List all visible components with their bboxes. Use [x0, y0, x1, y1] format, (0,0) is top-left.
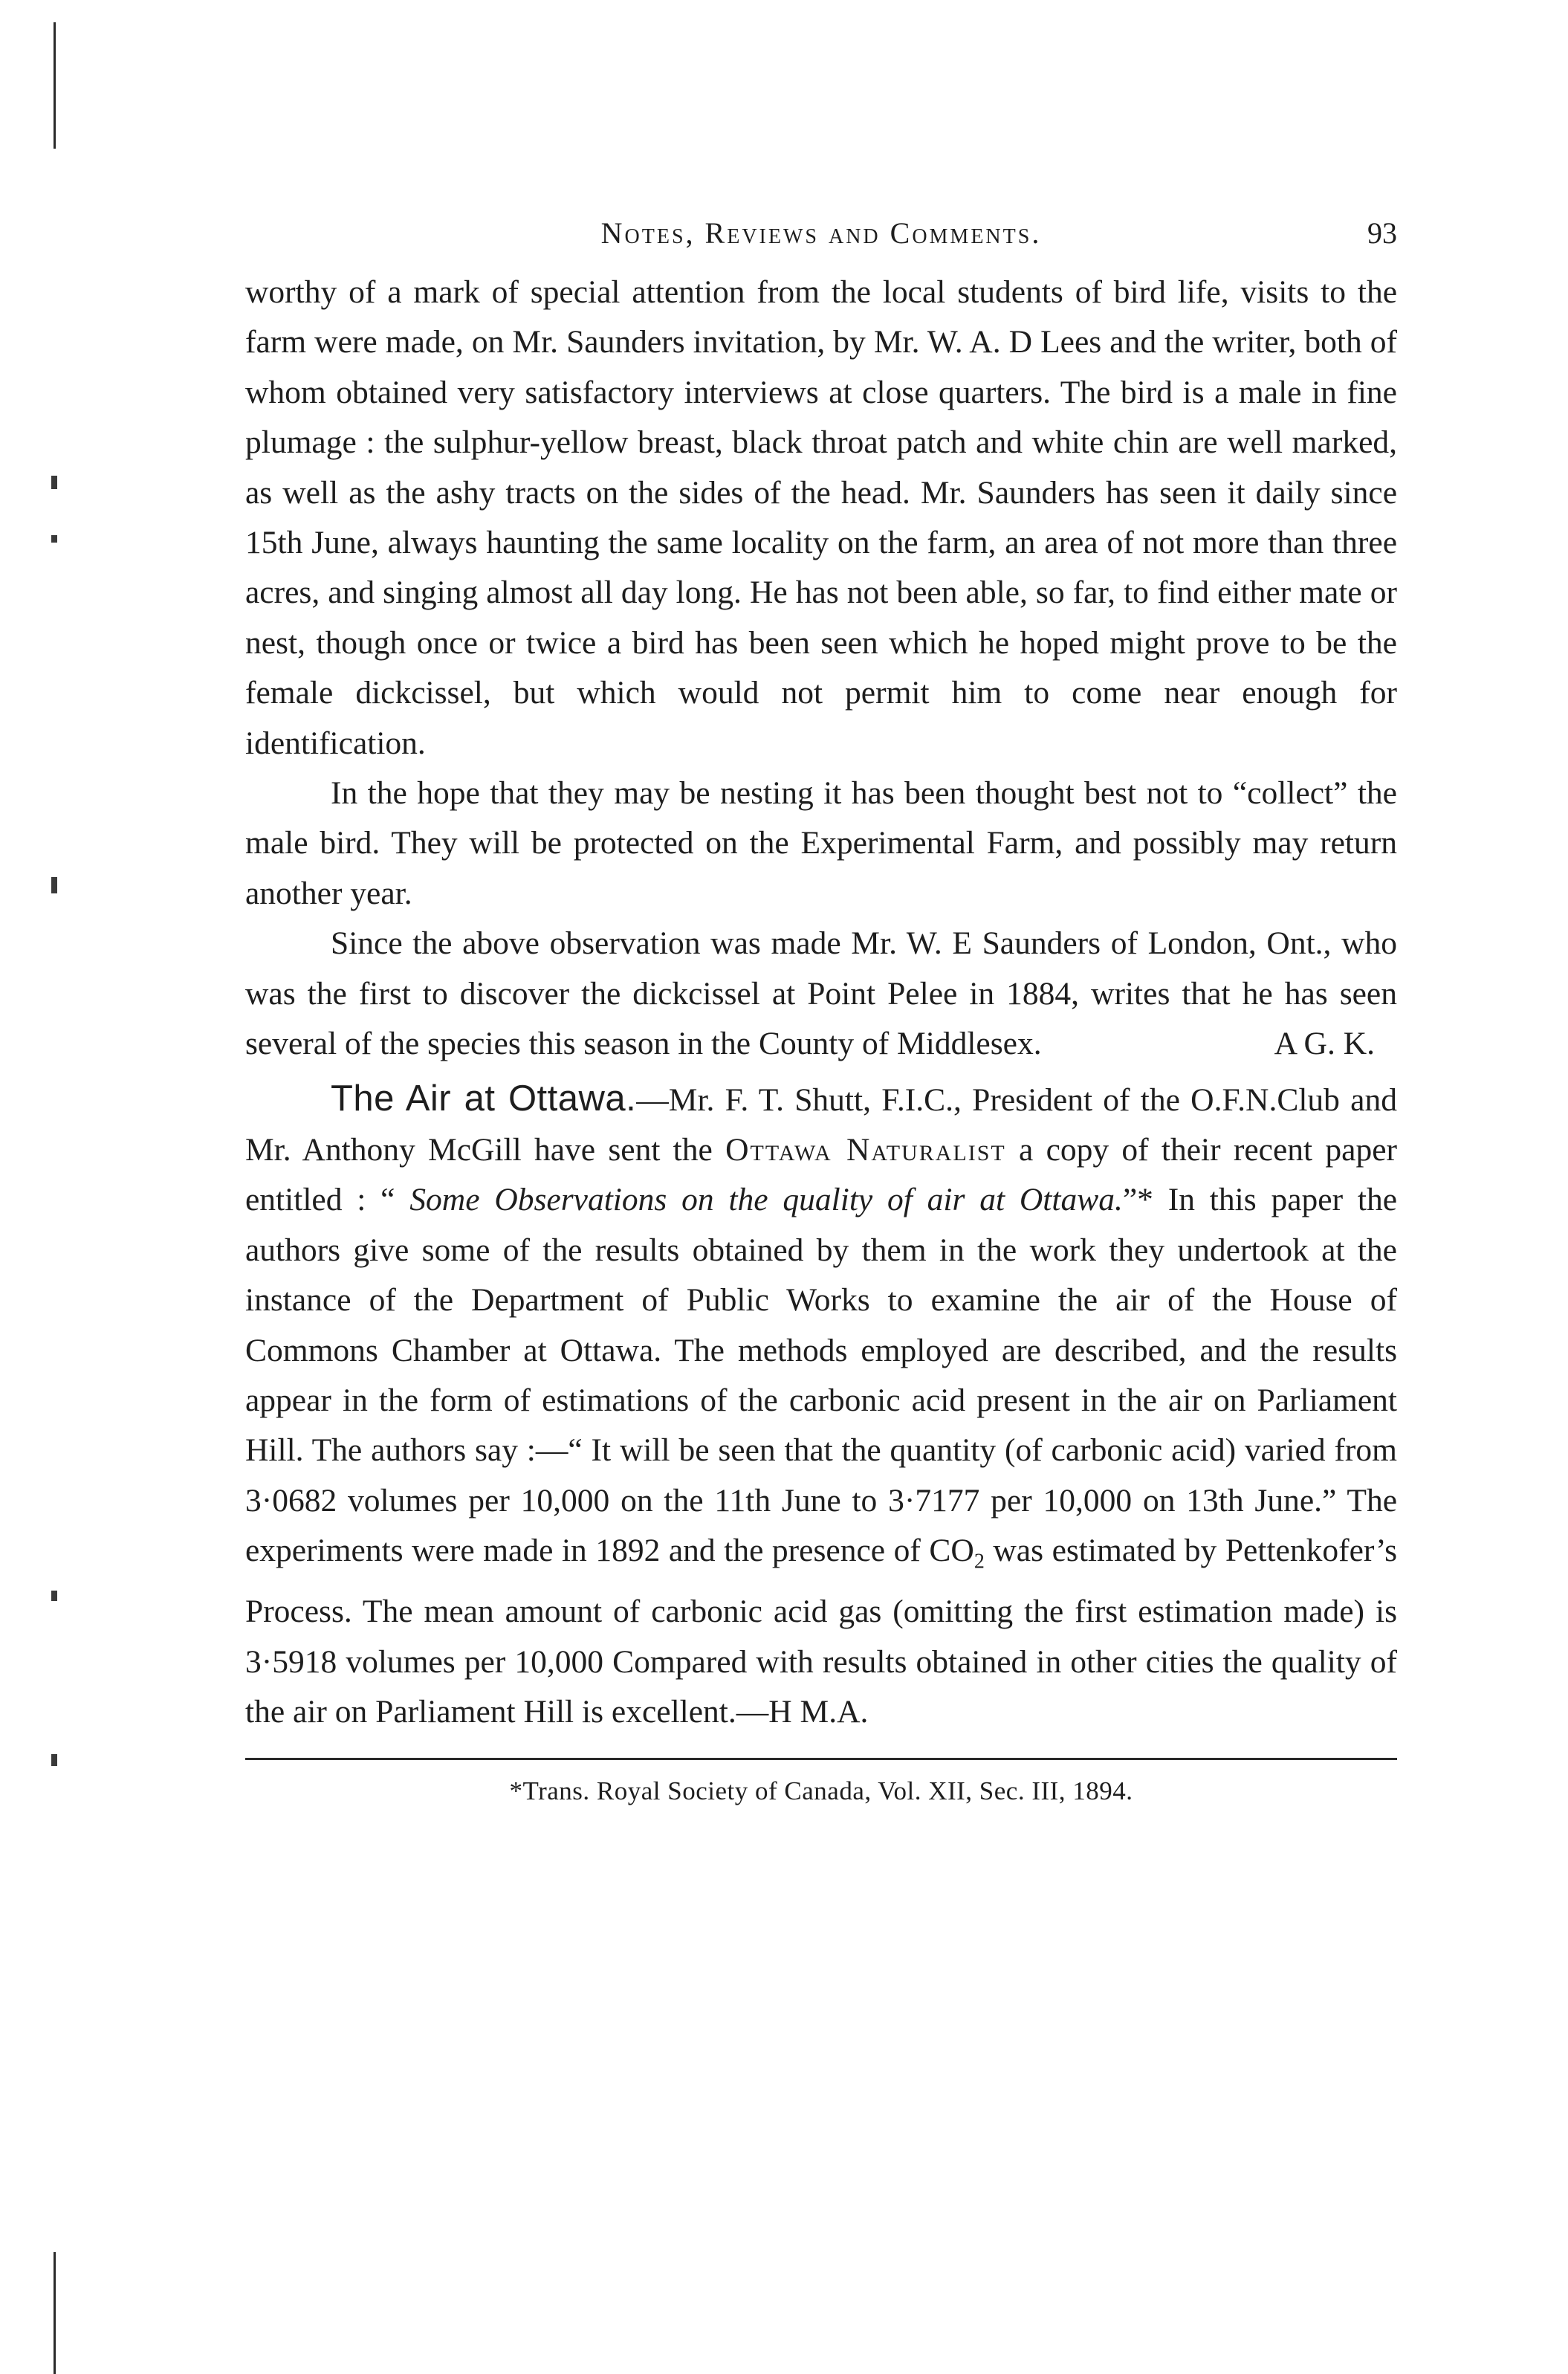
binding-margin-line	[54, 2252, 56, 2374]
paragraph-saunders-report	[245, 919, 1397, 1069]
margin-speck	[51, 476, 57, 489]
margin-speck	[51, 535, 57, 543]
margin-speck	[51, 1754, 57, 1766]
running-head	[245, 216, 1397, 268]
margin-speck	[51, 1591, 57, 1601]
margin-speck	[51, 877, 57, 893]
air-text-c: ”* In this paper the authors give some of the results obtained by them in the work they undertook at the instance of the Department of Public Works to examine the air of the House of Commons Chamber at Ottawa. The methods employed are described, and the results appear in the form of estimations of the carbonic acid present in the air on Parliament Hill. The authors say :—“ It will be seen that the quantity (of carbonic acid) varied from 3·0682 volumes per 10,000 on the 11th June to 3·7177 per 10,000 on 13th June.” The experiments were made in 1892 and the presence of CO	[245, 1182, 1398, 1569]
author-initials: A G. K.	[1274, 1026, 1375, 1062]
footnote: *Trans. Royal Society of Canada, Vol. XII, Sec. III, 1894.	[509, 1776, 1133, 1806]
binding-margin-line	[54, 22, 56, 149]
paragraph-air-at-ottawa	[245, 1074, 1397, 1738]
paragraph-protection: In the hope that they may be nesting it has been thought best not to “collect” the male bird. They will be protected on the Experimental Farm, and possibly may return another year.	[245, 775, 1397, 911]
air-text-d: was estimated by Pettenkofer’s Process. The mean amount of carbonic acid gas (omitting the first estimation made) is 3·5918 volumes per 10,000 Compared with results obtained in other cities the quality of the air on Parliament Hill is excellent.—H M.A.	[245, 1533, 1397, 1730]
page-content	[245, 216, 1397, 1806]
page-number: 93	[1367, 216, 1397, 250]
air-text-a: —Mr. F. T. Shutt, F.I.C., President of the O.F.N.Club and Mr. Anthony McGill have sent the	[245, 1081, 1397, 1168]
running-title: Notes, Reviews and Comments.	[600, 216, 1042, 250]
air-text-b: a copy of their recent paper entitled : “	[245, 1131, 1398, 1218]
co2-subscript: 2	[973, 1550, 985, 1573]
paper-title: Some Observations on the quality of air at Ottawa.	[409, 1182, 1123, 1218]
saunders-report-text: Since the above observation was made Mr. W. E Saunders of London, Ont., who was the first to discover the dickcissel at Point Pelee in 1884, writes that he has seen several of the species this season in the County of Middlesex.	[245, 925, 1397, 1062]
journal-name: Ottawa Naturalist	[725, 1131, 1006, 1168]
paragraph-dickcissel-observation: worthy of a mark of special attention from the local students of bird life, visits to the farm were made, on Mr. Saunders invitation, by Mr. W. A. D Lees and the writer, both of whom obtained very satisfactory interviews at close quarters. The bird is a male in fine plumage : the sulphur-yellow breast, black throat patch and white chin are well marked, as well as the ashy tracts on the sides of the head. Mr. Saunders has seen it daily since 15th June, always haunting the same locality on the farm, an area of not more than three acres, and singing almost all day long. He has not been able, so far, to find either mate or nest, though once or twice a bird has been seen which he hoped might prove to be the female dickcissel, but which would not permit him to come near enough for identification.	[245, 274, 1397, 761]
section-title: The Air at Ottawa.	[331, 1078, 637, 1119]
body-text	[245, 268, 1397, 1737]
footnote-rule	[245, 1758, 1397, 1760]
